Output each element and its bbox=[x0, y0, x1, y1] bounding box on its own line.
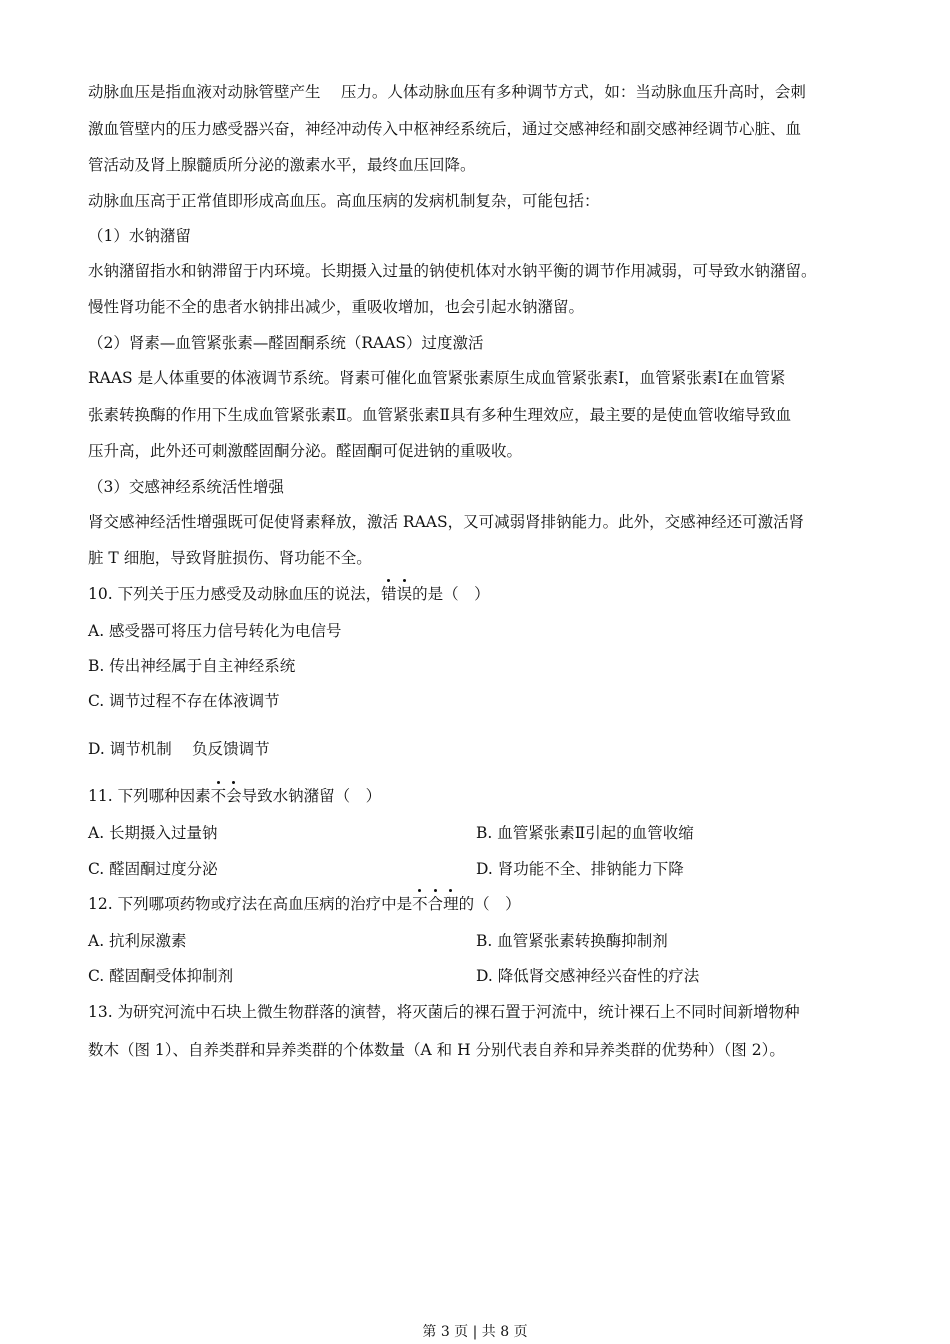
stem-text: 10. 下列关于压力感受及动脉血压的说法， bbox=[88, 585, 382, 603]
q12-option-c: C. 醛固酮受体抑制剂 bbox=[88, 967, 234, 985]
q11-option-d: D. 肾功能不全、排钠能力下降 bbox=[476, 860, 684, 878]
q12-option-d: D. 降低肾交感神经兴奋性的疗法 bbox=[476, 967, 700, 985]
page-footer: 第 3 页 | 共 8 页 bbox=[422, 1324, 528, 1340]
stem-text: 导致水钠潴留（ ） bbox=[241, 787, 382, 805]
q10-option-d: D. 调节机制 负反馈调节 bbox=[88, 740, 270, 758]
emphasized-char: 不 bbox=[210, 787, 227, 805]
section-heading: （1）水钠潴留 bbox=[88, 227, 191, 245]
emphasized-char: 误 bbox=[396, 585, 413, 603]
emphasized-char: 不 bbox=[412, 895, 428, 913]
section-heading: （3）交感神经系统活性增强 bbox=[88, 478, 284, 496]
q11-option-a: A. 长期摄入过量钠 bbox=[88, 824, 218, 842]
passage-line: RAAS 是人体重要的体液调节系统。肾素可催化血管紧张素原生成血管紧张素Ⅰ，血管紧张素Ⅰ在血管紧 bbox=[88, 369, 786, 387]
stem-text: 11. 下列哪种因素 bbox=[88, 787, 211, 805]
section-heading: （2）肾素—血管紧张素—醛固酮系统（RAAS）过度激活 bbox=[88, 334, 484, 352]
emphasized-char: 理 bbox=[443, 895, 459, 913]
q11-option-b: B. 血管紧张素Ⅱ引起的血管收缩 bbox=[476, 824, 694, 842]
question-11-stem bbox=[88, 786, 878, 806]
q10-option-a: A. 感受器可将压力信号转化为电信号 bbox=[88, 622, 342, 640]
q12-option-b: B. 血管紧张素转换酶抑制剂 bbox=[476, 932, 668, 950]
q11-option-c: C. 醛固酮过度分泌 bbox=[88, 860, 218, 878]
passage-line: 压升高，此外还可刺激醛固酮分泌。醛固酮可促进钠的重吸收。 bbox=[88, 442, 523, 460]
passage-line: 激血管壁内的压力感受器兴奋，神经冲动传入中枢神经系统后，通过交感神经和副交感神经调节心脏、血 bbox=[88, 120, 802, 138]
emphasized-char: 合 bbox=[427, 895, 444, 913]
passage-line: 管活动及肾上腺髓质所分泌的激素水平，最终血压回降。 bbox=[88, 156, 476, 174]
question-13-stem: 13. 为研究河流中石块上微生物群落的演替，将灭菌后的裸石置于河流中，统计裸石上不同时间新增物种 bbox=[88, 1003, 800, 1021]
passage-line: 慢性肾功能不全的患者水钠排出减少，重吸收增加，也会引起水钠潴留。 bbox=[88, 298, 585, 316]
stem-text: 12. 下列哪项药物或疗法在高血压病的治疗中是 bbox=[88, 895, 413, 913]
emphasized-char: 错 bbox=[381, 585, 397, 603]
question-12-stem bbox=[88, 894, 878, 914]
question-10-stem bbox=[88, 584, 878, 604]
passage-line: 脏 T 细胞，导致肾脏损伤、肾功能不全。 bbox=[88, 549, 372, 567]
q10-option-b: B. 传出神经属于自主神经系统 bbox=[88, 657, 296, 675]
q12-option-a: A. 抗利尿激素 bbox=[88, 932, 187, 950]
question-13-stem: 数木（图 1）、自养类群和异养类群的个体数量（A 和 H 分别代表自养和异养类群的优势种）（图 2）。 bbox=[88, 1041, 785, 1059]
passage-line: 动脉血压高于正常值即形成高血压。高血压病的发病机制复杂，可能包括： bbox=[88, 192, 600, 210]
passage-line: 肾交感神经活性增强既可促使肾素释放，激活 RAAS，又可减弱肾排钠能力。此外，交感神经还可激活肾 bbox=[88, 513, 805, 531]
passage-line: 动脉血压是指血液对动脉管壁产生 压力。人体动脉血压有多种调节方式，如：当动脉血压升高时，会刺 bbox=[88, 83, 806, 101]
emphasized-char: 会 bbox=[226, 787, 242, 805]
passage-line: 张素转换酶的作用下生成血管紧张素Ⅱ。血管紧张素Ⅱ具有多种生理效应，最主要的是使血管收缩导致血 bbox=[88, 406, 792, 424]
stem-text: 的是（ ） bbox=[412, 585, 490, 603]
passage-line: 水钠潴留指水和钠滞留于内环境。长期摄入过量的钠使机体对水钠平衡的调节作用减弱，可导致水钠潴留。 bbox=[88, 262, 817, 280]
stem-text: 的（ ） bbox=[458, 895, 521, 913]
q10-option-c: C. 调节过程不存在体液调节 bbox=[88, 692, 280, 710]
